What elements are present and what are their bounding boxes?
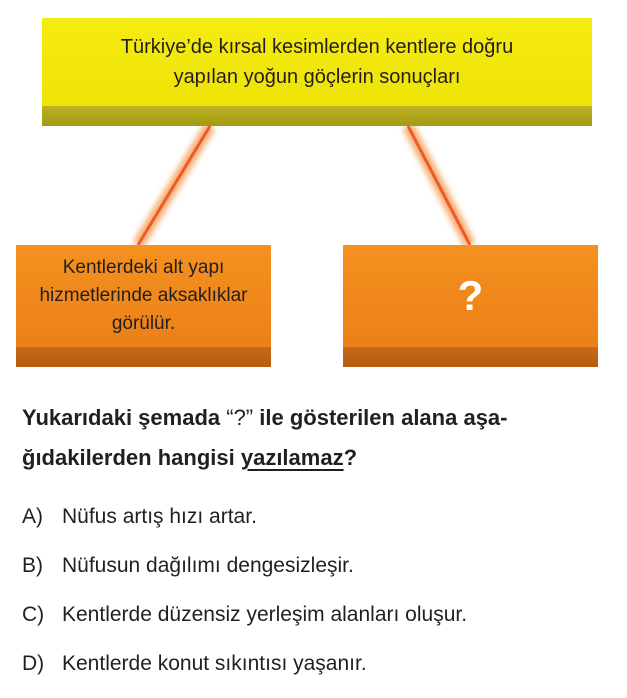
left-box-edge <box>16 347 271 367</box>
question-line-1 <box>22 398 622 438</box>
question-mark-symbol: ? <box>457 272 484 319</box>
question-part-2: ile gösterilen alana aşa- <box>259 405 508 430</box>
left-result-box <box>16 245 271 367</box>
option-d-text: Kentlerde konut sıkıntısı yaşanır. <box>62 652 367 675</box>
option-a-text: Nüfus artış hızı artar. <box>62 505 257 528</box>
option-b[interactable] <box>22 551 467 600</box>
option-c[interactable] <box>22 600 467 649</box>
top-box-line-2: yapılan yoğun göçlerin sonuçları <box>173 66 461 88</box>
question-part-3: ğıdakilerden hangisi <box>22 445 235 470</box>
question-emphasis: yazılamaz <box>240 445 344 470</box>
top-concept-box <box>42 18 592 126</box>
option-d-letter: D) <box>22 652 45 675</box>
option-a[interactable] <box>22 502 467 551</box>
answer-options <box>22 502 467 698</box>
left-box-line-2: hizmetlerinde aksaklıklar <box>39 285 248 306</box>
option-d[interactable] <box>22 649 467 698</box>
top-box-line-1: Türkiye’de kırsal kesimlerden kentlere doğru <box>120 36 514 58</box>
question-quoted-symbol: “?” <box>226 405 254 430</box>
right-unknown-box <box>343 245 598 367</box>
option-b-text: Nüfusun dağılımı dengesizleşir. <box>62 554 354 577</box>
question-part-1: Yukarıdaki şemada <box>22 405 221 430</box>
connector-right <box>408 126 470 245</box>
left-box-line-1: Kentlerdeki alt yapı <box>62 257 225 278</box>
left-box-line-3: görülür. <box>111 313 176 334</box>
option-a-letter: A) <box>22 505 43 528</box>
top-box-edge <box>42 106 592 126</box>
option-c-letter: C) <box>22 603 45 626</box>
connector-left <box>138 126 210 245</box>
right-box-edge <box>343 347 598 367</box>
question-stem <box>22 398 622 478</box>
option-b-letter: B) <box>22 554 43 577</box>
question-end: ? <box>343 445 358 470</box>
question-line-2 <box>22 438 622 478</box>
option-c-text: Kentlerde düzensiz yerleşim alanları oluşur. <box>62 603 468 626</box>
